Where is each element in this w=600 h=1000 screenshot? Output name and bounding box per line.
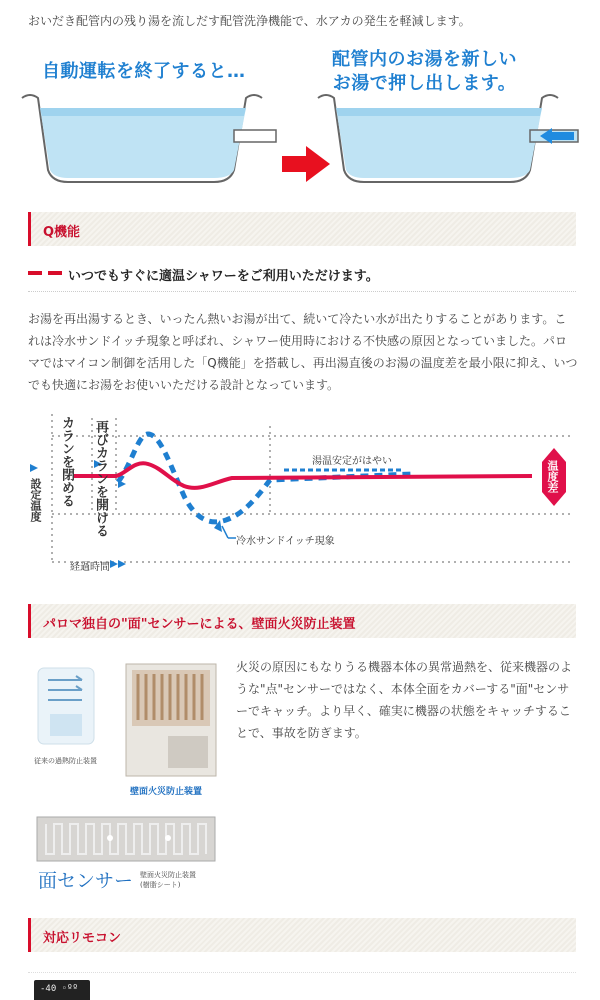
tub-caption-left: 自動運転を終了すると… [42,61,246,82]
x-axis-label: 経過時間 [70,562,110,573]
tub-caption-right-line1: 配管内のお湯を新しい [332,49,517,70]
reopen-tap-label: 再びカランを開ける [93,420,108,537]
sheet-caption-line1: 壁面火災防止装置 [140,871,196,879]
sensor-sheet-image [36,816,216,862]
sub-heading-title: いつでもすぐに適温シャワーをご利用いただけます。 [68,269,379,284]
tub-caption-right [332,48,517,96]
section-remote-title: 対応リモコン [43,931,122,946]
remote-image [34,980,90,1000]
y-axis-label: 設定温度 [29,478,42,522]
section-remote-header [28,918,576,952]
tub-caption-right-line2: お湯で押し出します。 [332,73,517,94]
red-arrow [282,146,330,182]
temperature-graph [22,404,582,584]
conventional-sensor-image [36,666,96,746]
wall-unit-image [124,662,218,778]
dash-icon [28,271,64,277]
sensor-text: 火災の原因にもなりうる機器本体の異常過熱を、従来機器のような"点"センサーではなく、本体全面をカバーする"面"センサーでキャッチ。より早く、確実に機器の状態をキャッチすることで、事故を防ぎます。 [236,660,573,740]
conventional-caption: 従来の過熱防止装置 [34,757,97,765]
sub-heading [28,262,576,292]
left-tub [22,95,276,182]
close-tap-label: カランを閉める [59,416,74,507]
temp-diff-label: 温度差 [546,460,559,493]
section-sensor-title: パロマ独自の"面"センサーによる、壁面火災防止装置 [43,617,356,632]
remote-display: -40 ◦ºº [40,984,78,994]
q-body-text: お湯を再出湯するとき、いったん熱いお湯が出て、続いて冷たい水が出たりすることがあります。これは冷水サンドイッチ現象と呼ばれ、シャワー使用時における不快感の原因となっていました。パロマではマイコン制御を活用した「Q機能」を搭載し、再出湯直後のお湯の温度差を最小限に抑え、いつでも快適にお湯をお使いいただける設計となっています。 [28,312,578,392]
tub-illustration [0,40,600,200]
sheet-caption-line2: (樹脂シート) [140,881,181,889]
section-q-header [28,212,576,246]
men-sensor-label: 面センサー [38,870,134,892]
divider [28,972,576,973]
sandwich-label: 冷水サンドイッチ現象 [236,536,335,547]
right-tub [318,95,578,182]
section-sensor-header [28,604,576,638]
paloma-curve [74,463,532,488]
stable-label: 湯温安定がはやい [312,456,392,467]
wall-caption: 壁面火災防止装置 [130,787,203,797]
intro-text: おいだき配管内の残り湯を流しだす配管洗浄機能で、水アカの発生を軽減します。 [28,14,471,28]
section-q-title: Q機能 [43,225,81,240]
